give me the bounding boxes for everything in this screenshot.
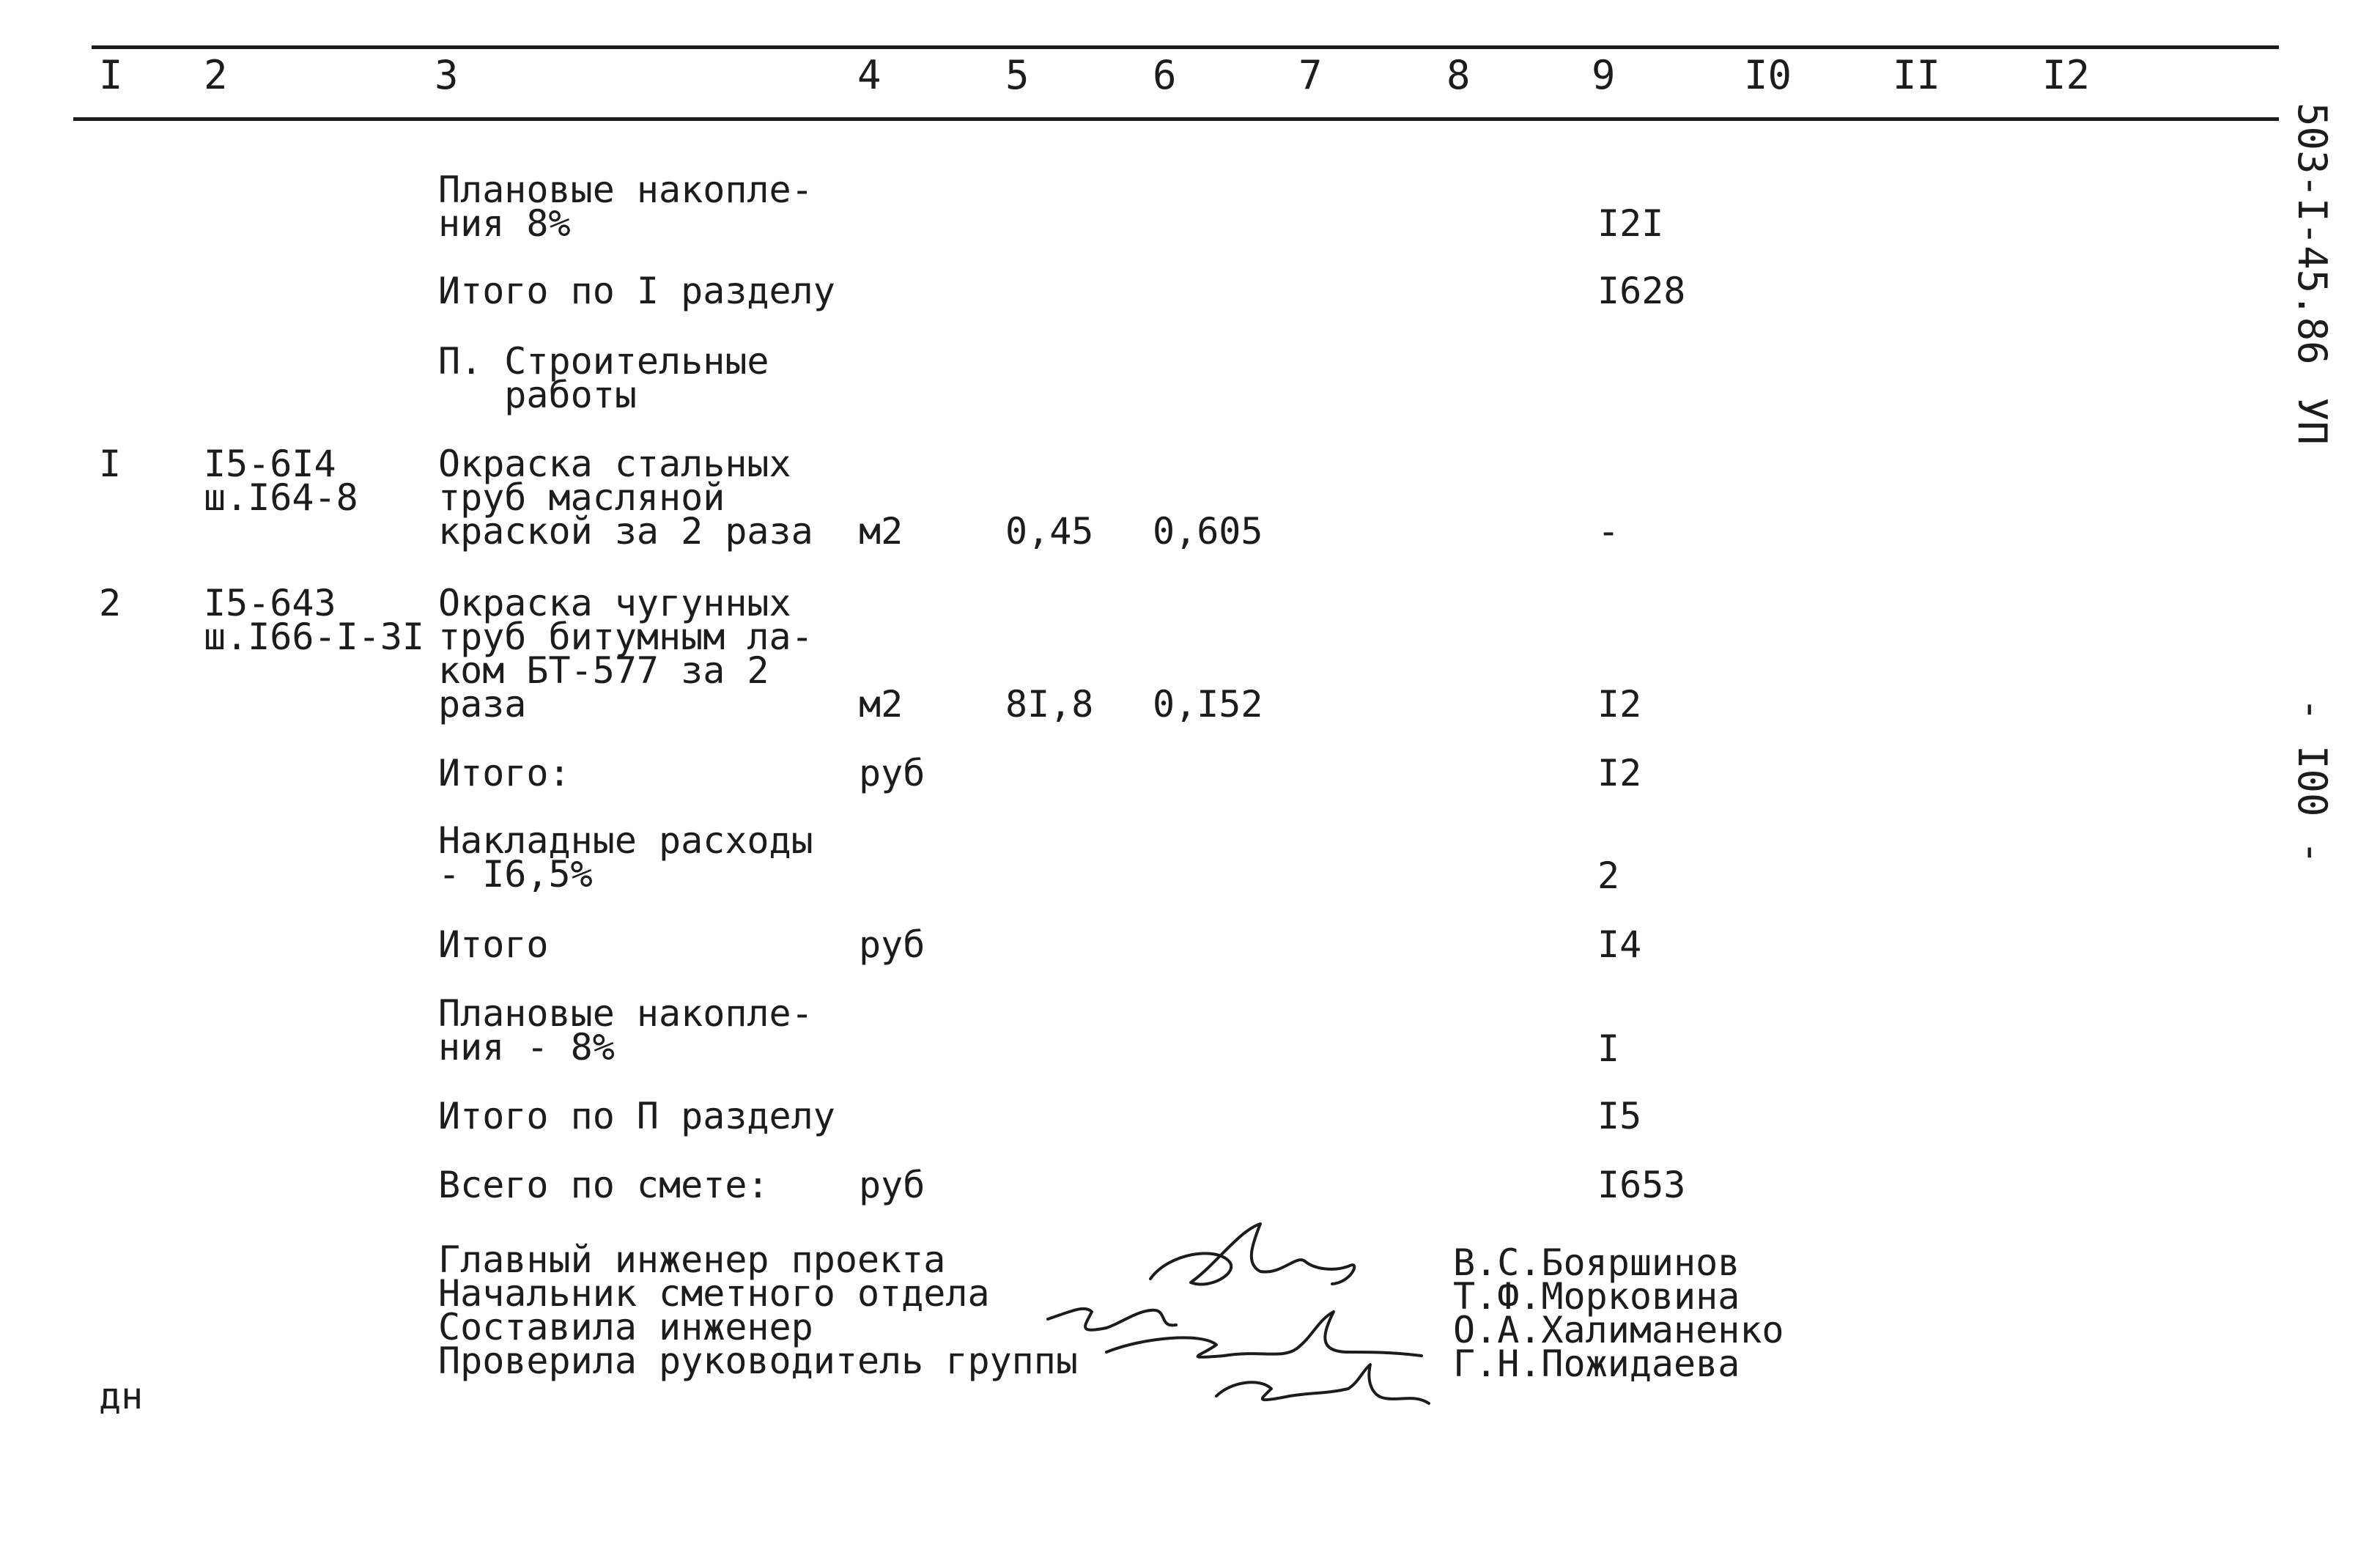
- col-header-12: I2: [2042, 52, 2091, 98]
- row-5-description: Итого:: [438, 752, 571, 794]
- col-header-11: II: [1893, 52, 1941, 98]
- signer-name-3: О.А.Халиманенко: [1453, 1309, 1784, 1351]
- row-0-col9: I2I: [1597, 202, 1664, 245]
- signature-stroke-3: [1106, 1312, 1422, 1357]
- row-5-unit: руб: [859, 752, 925, 794]
- row-2-section-heading: П. Строительные работы: [438, 340, 769, 416]
- album-label: УП: [2289, 397, 2335, 446]
- row-6-description: Накладные расходы - I6,5%: [438, 819, 813, 896]
- signer-name-1: В.С.Бояршинов: [1453, 1241, 1740, 1284]
- row-4-code: I5-643 ш.I66-I-3I: [204, 582, 425, 658]
- col-header-5: 5: [1005, 52, 1030, 98]
- document-code: 503-I-45.86: [2289, 103, 2335, 365]
- col-header-10: I0: [1744, 52, 1792, 98]
- signer-name-4: Г.Н.Пожидаева: [1453, 1343, 1740, 1385]
- row-4-col9: I2: [1597, 683, 1642, 726]
- row-10-unit: руб: [859, 1164, 925, 1206]
- signature-stroke-2: [1048, 1309, 1176, 1330]
- row-4-col5: 8I,8: [1005, 683, 1094, 726]
- row-3-description: Окраска стальных труб масляной краской за 2 раза: [438, 443, 813, 553]
- row-3-col9: -: [1597, 510, 1620, 553]
- row-8-description: Плановые накопле- ния - 8%: [438, 992, 813, 1068]
- col-header-6: 6: [1153, 52, 1177, 98]
- row-8-col9: I: [1597, 1027, 1620, 1070]
- row-10-col9: I653: [1597, 1164, 1686, 1206]
- row-5-col9: I2: [1597, 752, 1642, 794]
- signer-name-2: Т.Ф.Морковина: [1453, 1275, 1740, 1318]
- row-3-col6: 0,605: [1153, 510, 1263, 553]
- signer-position-2: Начальник сметного отдела: [438, 1272, 990, 1315]
- header-top-rule: [92, 45, 2279, 49]
- col-header-8: 8: [1446, 52, 1471, 98]
- col-header-9: 9: [1592, 52, 1616, 98]
- row-7-col9: I4: [1597, 923, 1642, 966]
- row-9-description: Итого по П разделу: [438, 1095, 835, 1137]
- row-6-col9: 2: [1597, 854, 1620, 897]
- signature-stroke-4: [1216, 1365, 1429, 1403]
- row-10-description: Всего по смете:: [438, 1164, 769, 1206]
- row-9-col9: I5: [1597, 1095, 1642, 1137]
- row-3-code: I5-6I4 ш.I64-8: [204, 443, 358, 519]
- row-4-col6: 0,I52: [1153, 683, 1263, 726]
- signer-position-4: Проверила руководитель группы: [438, 1340, 1078, 1382]
- row-3-unit: м2: [859, 510, 903, 553]
- row-0-description: Плановые накопле- ния 8%: [438, 169, 813, 245]
- row-3-num: I: [99, 443, 122, 485]
- col-header-7: 7: [1298, 52, 1323, 98]
- header-bottom-rule: [73, 117, 2279, 121]
- row-7-unit: руб: [859, 923, 925, 966]
- handwritten-signatures: [1041, 1202, 1436, 1422]
- row-7-description: Итого: [438, 923, 549, 966]
- signer-position-1: Главный инженер проекта: [438, 1238, 946, 1281]
- col-header-3: 3: [435, 52, 459, 98]
- page-number: - I00 -: [2289, 698, 2335, 865]
- col-header-4: 4: [857, 52, 882, 98]
- row-1-col9: I628: [1597, 270, 1686, 312]
- row-1-description: Итого по I разделу: [438, 270, 835, 312]
- col-header-2: 2: [204, 52, 228, 98]
- row-4-description: Окраска чугунных труб битумным ла- ком БТ-577 за 2 раза: [438, 582, 813, 726]
- footer-mark: дн: [99, 1375, 144, 1417]
- signer-position-3: Составила инженер: [438, 1306, 813, 1348]
- col-header-1: I: [99, 52, 123, 98]
- row-3-col5: 0,45: [1005, 510, 1094, 553]
- row-4-num: 2: [99, 582, 122, 624]
- row-4-unit: м2: [859, 683, 903, 726]
- signature-stroke-1: [1150, 1224, 1354, 1285]
